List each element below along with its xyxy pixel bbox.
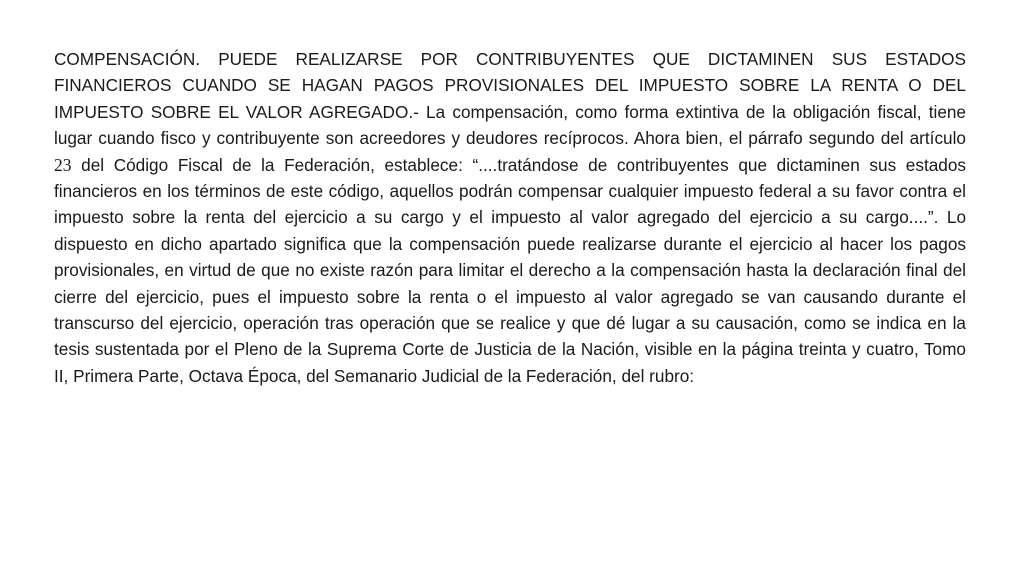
paragraph-text-part1: La compensación, como forma extintiva de la obligación fiscal, tiene lugar cuando fisco y contribuyente son acreedores y deudores recíprocos. Ahora bien, el párrafo segundo del artículo: [54, 101, 966, 149]
heading-text: COMPENSACIÓN. PUEDE REALIZARSE POR CONTRIBUYENTES QUE DICTAMINEN SUS ESTADOS FINANCIEROS CUANDO SE HAGAN PAGOS PROVISIONALES DEL IMPUESTO SOBRE LA RENTA O DEL IMPUESTO SOBRE EL VALOR AGREGADO.-: [54, 49, 966, 122]
paragraph-text-part2: del Código Fiscal de la Federación, establece: “....tratándose de contribuyentes que dictaminen sus estados financieros en los términos de este código, aquellos podrán compensar cualquier impuesto federal a su favor contra el impuesto sobre la renta del ejercicio a su cargo y el impuesto al valor agregado del ejercicio a su cargo....”. Lo dispuesto en dicho apartado significa que la compensación puede realizarse durante el ejercicio al hacer los pagos provisionales, en virtud de que no existe razón para limitar el derecho a la compensación hasta la declaración final del cierre del ejercicio, pues el impuesto sobre la renta o el impuesto al valor agregado se van causando durante el transcurso del ejercicio, operación tras operación que se realice y que dé lugar a su causación, como se indica en la tesis sustentada por el Pleno de la Suprema Corte de Justicia de la Nación, visible en la página treinta y cuatro, Tomo II, Primera Parte, Octava Época, del Semanario Judicial de la Federación, del rubro:: [54, 154, 966, 386]
body-paragraph: [54, 46, 966, 389]
article-number: 23: [54, 154, 72, 175]
